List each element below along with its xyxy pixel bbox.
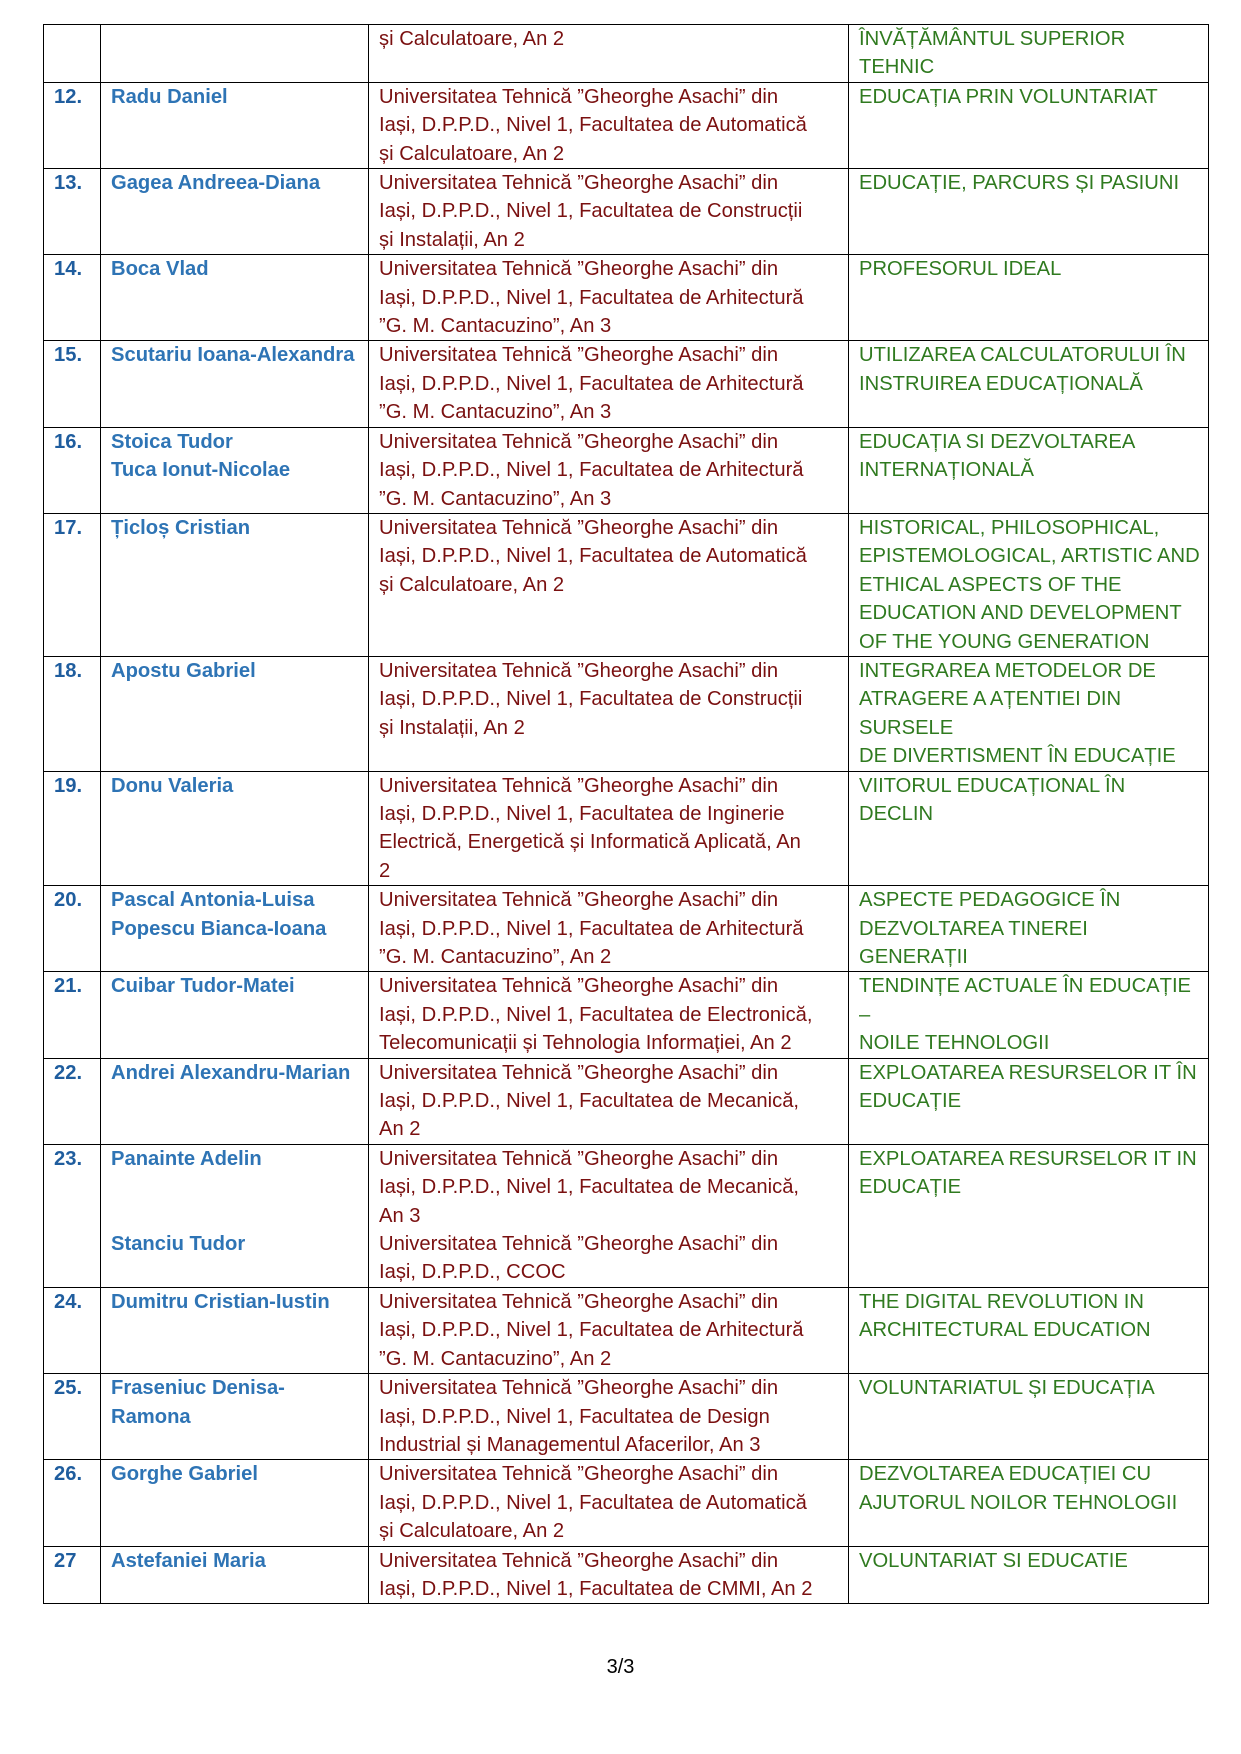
paper-topic — [849, 427, 1209, 513]
paper-topic — [849, 1374, 1209, 1460]
institution-line: Electrică, Energetică și Informatică Aplicată, An — [379, 831, 801, 854]
table-row — [44, 972, 1209, 1058]
participant-name: Radu Daniel — [111, 85, 228, 108]
row-number: 19. — [44, 771, 101, 886]
topic-line: EDUCATION AND DEVELOPMENT — [859, 602, 1182, 625]
institution-line: și Calculatoare, An 2 — [379, 142, 565, 165]
institution-line: Universitatea Tehnică ”Gheorghe Asachi” din — [379, 1463, 779, 1486]
institution-line: ”G. M. Cantacuzino”, An 2 — [379, 946, 612, 968]
topic-line: DEZVOLTAREA TINEREI GENERAȚII — [859, 917, 1088, 968]
institution — [369, 1287, 849, 1373]
row-number: 23. — [44, 1144, 101, 1287]
topic-line: VIITORUL EDUCAȚIONAL ÎN DECLIN — [859, 774, 1126, 825]
institution — [369, 427, 849, 513]
participant-names — [101, 1058, 369, 1144]
institution — [369, 771, 849, 886]
institution-line: Universitatea Tehnică ”Gheorghe Asachi” din — [379, 889, 779, 912]
paper-topic — [849, 25, 1209, 83]
institution-line: Universitatea Tehnică ”Gheorghe Asachi” din — [379, 1233, 779, 1256]
participant-names — [101, 513, 369, 656]
topic-line: INSTRUIREA EDUCAȚIONALĂ — [859, 372, 1143, 395]
table-row — [44, 25, 1209, 83]
institution-line: Universitatea Tehnică ”Gheorghe Asachi” din — [379, 258, 779, 281]
paper-topic — [849, 1144, 1209, 1287]
institution-line: Iași, D.P.P.D., Nivel 1, Facultatea de Automatică — [379, 545, 807, 568]
row-number: 26. — [44, 1460, 101, 1546]
institution-line: Universitatea Tehnică ”Gheorghe Asachi” din — [379, 430, 779, 453]
participant-name: Țicloș Cristian — [111, 516, 251, 539]
row-number: 12. — [44, 82, 101, 168]
topic-line: HISTORICAL, PHILOSOPHICAL, — [859, 516, 1160, 539]
institution-line: Iași, D.P.P.D., Nivel 1, Facultatea de Automatică — [379, 1491, 807, 1514]
participant-names — [101, 656, 369, 771]
participant-name: Pascal Antonia-Luisa — [111, 889, 315, 912]
participant-names — [101, 341, 369, 427]
paper-topic — [849, 972, 1209, 1058]
institution — [369, 513, 849, 656]
table-row — [44, 1460, 1209, 1546]
institution — [369, 82, 849, 168]
table-row — [44, 1374, 1209, 1460]
institution-line: Iași, D.P.P.D., Nivel 1, Facultatea de Design — [379, 1405, 770, 1428]
row-number: 22. — [44, 1058, 101, 1144]
topic-line: TENDINȚE ACTUALE ÎN EDUCAȚIE – — [859, 975, 1192, 1026]
participant-names — [101, 1546, 369, 1604]
table-row — [44, 341, 1209, 427]
participant-name: Andrei Alexandru-Marian — [111, 1061, 351, 1084]
paper-topic — [849, 341, 1209, 427]
topic-line: ETHICAL ASPECTS OF THE — [859, 573, 1122, 596]
participant-name: Boca Vlad — [111, 258, 209, 281]
topic-line: ATRAGERE A AȚENTIEI DIN SURSELE — [859, 688, 1122, 739]
participant-name: Tuca Ionut-Nicolae — [111, 459, 291, 482]
institution — [369, 1144, 849, 1287]
participant-name: Popescu Bianca-Ioana — [111, 917, 327, 940]
institution-line: Iași, D.P.P.D., Nivel 1, Facultatea de Construcții — [379, 200, 803, 223]
row-number: 16. — [44, 427, 101, 513]
participant-name: Donu Valeria — [111, 774, 234, 797]
table-row — [44, 656, 1209, 771]
topic-line: EDUCAȚIE — [859, 1090, 962, 1113]
institution-line: Universitatea Tehnică ”Gheorghe Asachi” din — [379, 975, 779, 998]
paper-topic — [849, 1287, 1209, 1373]
participant-names — [101, 1460, 369, 1546]
topic-line: INTERNAȚIONALĂ — [859, 459, 1034, 482]
topic-line: UTILIZAREA CALCULATORULUI ÎN — [859, 344, 1186, 367]
institution-line: Iași, D.P.P.D., Nivel 1, Facultatea de Mecanică, — [379, 1176, 800, 1199]
institution-line: Iași, D.P.P.D., Nivel 1, Facultatea de Construcții — [379, 688, 803, 711]
participant-name — [111, 1202, 361, 1230]
topic-line: INTEGRAREA METODELOR DE — [859, 659, 1156, 682]
table-row — [44, 82, 1209, 168]
institution-line: 2 — [379, 859, 391, 882]
institution — [369, 25, 849, 83]
paper-topic — [849, 656, 1209, 771]
participant-names — [101, 1287, 369, 1373]
topic-line: EDUCAȚIA PRIN VOLUNTARIAT — [859, 85, 1158, 108]
topic-line: VOLUNTARIAT SI EDUCATIE — [859, 1549, 1128, 1572]
institution-line: Iași, D.P.P.D., Nivel 1, Facultatea de Arhitectură — [379, 286, 804, 309]
row-number: 24. — [44, 1287, 101, 1373]
institution-line: An 2 — [379, 1118, 421, 1141]
institution-line: Iași, D.P.P.D., Nivel 1, Facultatea de Arhitectură — [379, 917, 804, 940]
institution-line: Industrial și Managementul Afacerilor, An 3 — [379, 1433, 761, 1456]
topic-line: AJUTORUL NOILOR TEHNOLOGII — [859, 1491, 1178, 1514]
institution-line: Universitatea Tehnică ”Gheorghe Asachi” din — [379, 1377, 779, 1400]
institution-line: Universitatea Tehnică ”Gheorghe Asachi” din — [379, 659, 779, 682]
institution-line: Iași, D.P.P.D., Nivel 1, Facultatea de Arhitectură — [379, 459, 804, 482]
participant-name: Fraseniuc Denisa- — [111, 1377, 285, 1400]
row-number: 13. — [44, 169, 101, 255]
institution — [369, 341, 849, 427]
institution-line: ”G. M. Cantacuzino”, An 2 — [379, 1347, 612, 1370]
paper-topic — [849, 255, 1209, 341]
paper-topic — [849, 771, 1209, 886]
institution-line: Telecomunicații și Tehnologia Informației, An 2 — [379, 1032, 792, 1055]
institution-line: Universitatea Tehnică ”Gheorghe Asachi” din — [379, 1549, 779, 1572]
topic-line: OF THE YOUNG GENERATION — [859, 630, 1150, 653]
row-number: 21. — [44, 972, 101, 1058]
institution-line: Universitatea Tehnică ”Gheorghe Asachi” din — [379, 516, 779, 539]
participant-names — [101, 771, 369, 886]
institution-line: Iași, D.P.P.D., CCOC — [379, 1261, 566, 1284]
institution-line: și Calculatoare, An 2 — [379, 1520, 565, 1543]
paper-topic — [849, 82, 1209, 168]
table-row — [44, 255, 1209, 341]
table-row — [44, 1287, 1209, 1373]
paper-topic — [849, 513, 1209, 656]
row-number: 17. — [44, 513, 101, 656]
institution-line: Universitatea Tehnică ”Gheorghe Asachi” din — [379, 1290, 779, 1313]
paper-topic — [849, 1546, 1209, 1604]
topic-line: DE DIVERTISMENT ÎN EDUCAȚIE — [859, 745, 1176, 768]
topic-line: DEZVOLTAREA EDUCAȚIEI CU — [859, 1463, 1152, 1486]
participant-name: Astefaniei Maria — [111, 1549, 266, 1572]
institution — [369, 972, 849, 1058]
topic-line: EPISTEMOLOGICAL, ARTISTIC AND — [859, 545, 1200, 568]
institution-line: ”G. M. Cantacuzino”, An 3 — [379, 401, 612, 424]
page-number: 3/3 — [606, 1656, 635, 1678]
table-row — [44, 1058, 1209, 1144]
topic-line: ASPECTE PEDAGOGICE ÎN — [859, 889, 1121, 912]
institution-line: ”G. M. Cantacuzino”, An 3 — [379, 487, 612, 510]
participant-names — [101, 255, 369, 341]
participant-name: Stanciu Tudor — [111, 1233, 246, 1256]
paper-topic — [849, 1058, 1209, 1144]
topic-line: VOLUNTARIATUL ȘI EDUCAȚIA — [859, 1377, 1155, 1400]
table-row — [44, 169, 1209, 255]
institution-line: și Instalații, An 2 — [379, 228, 525, 251]
topic-line: EXPLOATAREA RESURSELOR IT ÎN — [859, 1061, 1197, 1084]
topic-line: PROFESORUL IDEAL — [859, 258, 1062, 281]
participant-name: Apostu Gabriel — [111, 659, 256, 682]
topic-line: THE DIGITAL REVOLUTION IN — [859, 1290, 1144, 1313]
table-row — [44, 427, 1209, 513]
institution — [369, 255, 849, 341]
row-number: 27 — [44, 1546, 101, 1604]
topic-line: NOILE TEHNOLOGII — [859, 1032, 1050, 1055]
topic-line: ARCHITECTURAL EDUCATION — [859, 1319, 1151, 1342]
institution-line: Iași, D.P.P.D., Nivel 1, Facultatea de Mecanică, — [379, 1090, 800, 1113]
institution-line: Universitatea Tehnică ”Gheorghe Asachi” din — [379, 344, 779, 367]
institution-line: Universitatea Tehnică ”Gheorghe Asachi” din — [379, 774, 779, 797]
institution-line: Iași, D.P.P.D., Nivel 1, Facultatea de CMMI, An 2 — [379, 1577, 813, 1600]
participant-name: Cuibar Tudor-Matei — [111, 975, 295, 998]
institution-line: Universitatea Tehnică ”Gheorghe Asachi” din — [379, 172, 779, 195]
participant-name: Dumitru Cristian-Iustin — [111, 1290, 330, 1313]
table-row — [44, 886, 1209, 972]
table-row — [44, 1546, 1209, 1604]
row-number: 20. — [44, 886, 101, 972]
participant-name: Panainte Adelin — [111, 1147, 262, 1170]
participant-names — [101, 427, 369, 513]
institution — [369, 169, 849, 255]
participant-names — [101, 1374, 369, 1460]
institution-line: și Calculatoare, An 2 — [379, 573, 565, 596]
institution-line: Universitatea Tehnică ”Gheorghe Asachi” din — [379, 1147, 779, 1170]
participant-names — [101, 25, 369, 83]
institution — [369, 1374, 849, 1460]
institution-line: Iași, D.P.P.D., Nivel 1, Facultatea de Automatică — [379, 114, 807, 137]
participant-names — [101, 886, 369, 972]
participant-names — [101, 972, 369, 1058]
paper-topic — [849, 169, 1209, 255]
participant-name: Gagea Andreea-Diana — [111, 172, 321, 195]
row-number: 15. — [44, 341, 101, 427]
topic-line: EXPLOATAREA RESURSELOR IT IN — [859, 1147, 1197, 1170]
participant-name: Ramona — [111, 1405, 191, 1428]
participants-table — [43, 24, 1209, 1604]
topic-line: EDUCAȚIE, PARCURS ȘI PASIUNI — [859, 172, 1180, 195]
paper-topic — [849, 886, 1209, 972]
participant-name: Stoica Tudor — [111, 430, 233, 453]
participant-names — [101, 82, 369, 168]
participant-name — [111, 1173, 361, 1201]
institution — [369, 1460, 849, 1546]
row-number: 18. — [44, 656, 101, 771]
institution-line: Iași, D.P.P.D., Nivel 1, Facultatea de Arhitectură — [379, 1319, 804, 1342]
row-number: 14. — [44, 255, 101, 341]
institution-line: Iași, D.P.P.D., Nivel 1, Facultatea de Electronică, — [379, 1003, 813, 1026]
participants-table-body — [44, 25, 1209, 1604]
institution-line: Iași, D.P.P.D., Nivel 1, Facultatea de Inginerie — [379, 802, 785, 825]
institution-line: și Calculatoare, An 2 — [379, 28, 565, 50]
topic-line: ÎNVĂȚĂMÂNTUL SUPERIOR TEHNIC — [859, 28, 1126, 79]
row-number — [44, 25, 101, 83]
institution — [369, 656, 849, 771]
paper-topic — [849, 1460, 1209, 1546]
institution — [369, 1058, 849, 1144]
institution-line: ”G. M. Cantacuzino”, An 3 — [379, 315, 612, 338]
institution — [369, 1546, 849, 1604]
institution-line: Universitatea Tehnică ”Gheorghe Asachi” din — [379, 1061, 779, 1084]
table-row — [44, 513, 1209, 656]
participant-names — [101, 1144, 369, 1287]
table-row — [44, 771, 1209, 886]
table-row — [44, 1144, 1209, 1287]
institution-line: Iași, D.P.P.D., Nivel 1, Facultatea de Arhitectură — [379, 372, 804, 395]
institution — [369, 886, 849, 972]
topic-line: EDUCAȚIE — [859, 1176, 962, 1199]
institution-line: An 3 — [379, 1204, 421, 1227]
institution-line: și Instalații, An 2 — [379, 716, 525, 739]
institution-line: Universitatea Tehnică ”Gheorghe Asachi” din — [379, 85, 779, 108]
participant-name: Scutariu Ioana-Alexandra — [111, 344, 355, 367]
row-number: 25. — [44, 1374, 101, 1460]
participant-name: Gorghe Gabriel — [111, 1463, 258, 1486]
topic-line: EDUCAȚIA SI DEZVOLTAREA — [859, 430, 1136, 453]
participant-names — [101, 169, 369, 255]
